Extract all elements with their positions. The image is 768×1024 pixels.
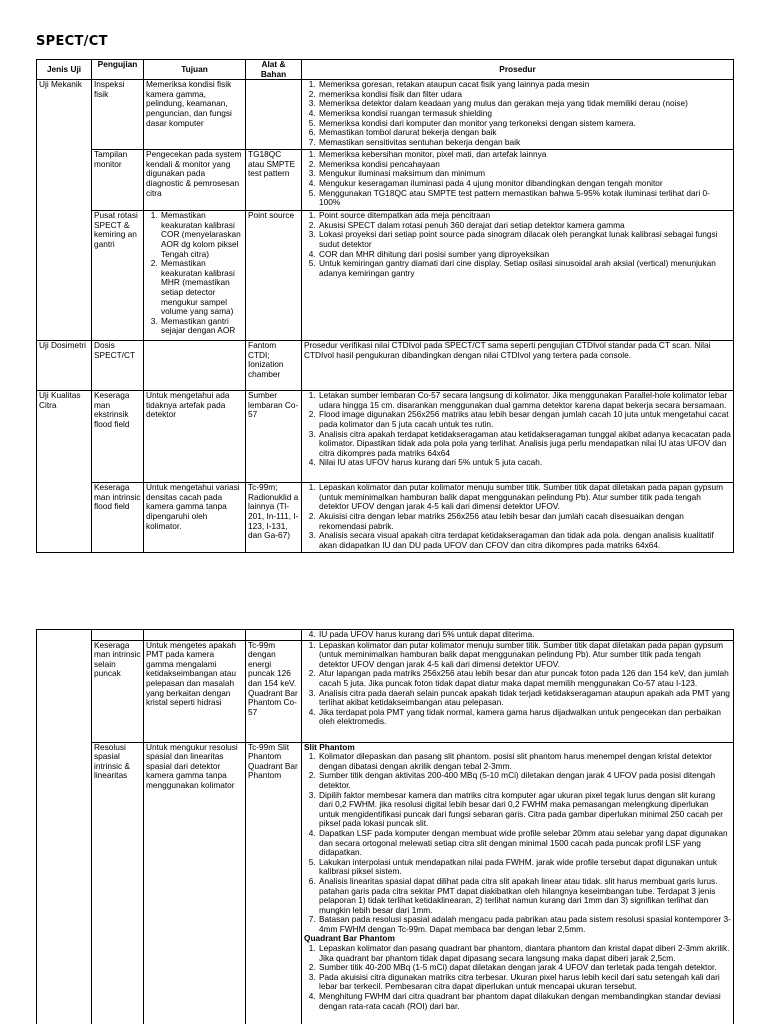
- list-item: 5. Untuk kemiringan gantry diamati dari cine display. Setiap osilasi sinusoidal arah aksial (vertical) menunjukan adanya kemiringan gantry: [318, 259, 731, 278]
- list-item: 2. memeriksa kondisi fisik dan filter udara: [318, 90, 731, 100]
- cell-tujuan: Memeriksa kondisi fisik kamera gamma, pelindung, keamanan, penguncian, dan fungsi dasar komputer: [144, 80, 246, 150]
- cell-pengujian: Keseraga man intrinsic flood field: [92, 483, 144, 553]
- header-pengujian: Pengujian: [92, 60, 144, 80]
- table-row: [37, 211, 734, 341]
- cell-alat: Tc-99m Slit Phantom Quadrant Bar Phantom: [246, 742, 302, 1024]
- list-item: 2. Akuisisi citra dengan lebar matriks 256x256 atau lebih besar dan jumlah cacah disesuaikan dengan rekomendasi pabrik.: [318, 512, 731, 531]
- cell-pengujian: Inspeksi fisik: [92, 80, 144, 150]
- cell-pengujian: Pusat rotasi SPECT & kemiring an gantri: [92, 211, 144, 341]
- cell-prosedur: [302, 742, 734, 1024]
- table-row: [37, 483, 734, 553]
- prosedur-list: [304, 630, 731, 640]
- list-item: 5. Memeriksa kondisi dari komputer dan monitor yang terkoneksi dengan sistem kamera.: [318, 119, 731, 129]
- cell-alat: Sumber lembaran Co-57: [246, 391, 302, 483]
- cell-alat: [246, 80, 302, 150]
- list-item: 4. Jika terdapat pola PMT yang tidak normal, kamera gama harus dijadwalkan untuk pengecekan dan perbaikan oleh elektromedis.: [318, 708, 731, 727]
- cell-prosedur: [302, 150, 734, 211]
- cell-prosedur: [302, 640, 734, 742]
- list-item: 3. Analisis citra apakah terdapat ketidakseragaman atau ketidakseragaman tunggal akibat adanya kecacatan pada kolimator. Dipastikan tidak ada pola pola yang terlihat. Analisis juga perlu mendapatkan nilai IU atas UFOV dan citra dikompres pada matriks 64x64: [318, 430, 731, 459]
- list-item: 1. Lepaskan kolimator dan pasang quadrant bar phantom, diantara phantom dan kristal dapat diberi 2-3mm akrilik. Jika quadrant bar phantom tidak dapat dipasang secara langsung maka dapat diberi jarak 2,5cm.: [318, 944, 731, 963]
- list-item: 6. Analisis linearitas spasial dapat dilihat pada citra slit apakah linear atau tidak. slit harus membuat garis lurus. patahan garis pada citra sekitar PMT dapat diakibatkan oleh hilangnya keseimbangan tube. Terdapat 3 jenis pelaporan 1) tidak terlihat ketidaklinearan, 2) terlihat namun kurang dari 1mm dan 3) signifikan terlihat dan mungkin lebih besar dari 1mm.: [318, 877, 731, 915]
- list-item: 5. Lakukan interpolasi untuk mendapatkan nilai pada FWHM. jarak wide profile tersebut dapat digunakan untuk kalibrasi piksel sistem.: [318, 858, 731, 877]
- list-item: 4. Menghitung FWHM dari citra quadrant bar phantom dapat dilakukan dengan membandingkan standar deviasi dengan rata-rata cacah (ROI) dari bar.: [318, 992, 731, 1011]
- list-item: 7. Memastikan sensitivitas sentuhan bekerja dengan baik: [318, 138, 731, 148]
- list-item: 3. Analisis secara visual apakah citra terdapat ketidakseragaman dan tidak ada pola. dengan analisis kualitatif akan didapatkan IU dan DU pada UFOV dan CFOV dan citra dikompres pada matriks 64x64.: [318, 531, 731, 550]
- list-item: 2. Atur lapangan pada matriks 256x256 atau lebih besar dan atur puncak foton pada 126 dan 154 keV, dan jumlah cacah 5 juta. Jika puncak foton tidak dapat diatur maka dapat memilih menggunakan Co-57 atau I-123.: [318, 669, 731, 688]
- header-alat-bahan: Alat & Bahan: [246, 60, 302, 80]
- list-item: 2. Akusisi SPECT dalam rotasi penuh 360 derajat dari setiap detektor kamera gamma: [318, 221, 731, 231]
- cell-prosedur: [302, 80, 734, 150]
- cell-pengujian: Keseraga man intrinsic selain puncak: [92, 640, 144, 742]
- spect-ct-table-part-1: [36, 59, 734, 553]
- list-item: 5. Menggunakan TG18QC atau SMPTE test pattern memastikan bahwa 5-95% kotak iluminasi terlihat dari 0-100%: [318, 189, 731, 208]
- cell-prosedur: [302, 391, 734, 483]
- cell-jenis-uji: Uji Kualitas Citra: [37, 391, 92, 553]
- list-item: 1. Memeriksa goresan, retakan ataupun cacat fisik yang lainnya pada mesin: [318, 80, 731, 90]
- cell-alat: TG18QC atau SMPTE test pattern: [246, 150, 302, 211]
- table-row: [37, 640, 734, 742]
- cell-prosedur: [302, 211, 734, 341]
- cell-pengujian: [92, 630, 144, 641]
- list-item: 4. IU pada UFOV harus kurang dari 5% untuk dapat diterima.: [318, 630, 731, 640]
- list-item: 2. Sumber titik dengan aktivitas 200-400 MBq (5-10 mCi) diletakan dengan jarak 4 UFOV pada posisi ditengah detektor.: [318, 771, 731, 790]
- list-item: 2. Memastikan keakuratan kalibrasi MHR (memastikan setiap detector mengukur sampel volume yang sama): [160, 259, 243, 317]
- header-tujuan: Tujuan: [144, 60, 246, 80]
- cell-tujuan: Untuk mengetahui ada tidaknya artefak pada detektor: [144, 391, 246, 483]
- list-item: 3. Memastikan gantri sejajar dengan AOR: [160, 317, 243, 336]
- list-item: 4. COR dan MHR dihitung dari posisi sumber yang diproyeksikan: [318, 250, 731, 260]
- list-item: 6. Memastikan tombol darurat bekerja dengan baik: [318, 128, 731, 138]
- cell-alat: Tc-99m dengan energi puncak 126 dan 154 keV. Quadrant Bar Phantom Co-57: [246, 640, 302, 742]
- list-item: 1. Point source ditempatkan ada meja pencitraan: [318, 211, 731, 221]
- cell-jenis-uji: Uji Dosimetri: [37, 341, 92, 391]
- table-row: [37, 630, 734, 641]
- list-item: 1. Memastikan keakuratan kalibrasi COR (menyelaraskan AOR dg kolom piksel Tengah citra): [160, 211, 243, 259]
- slit-phantom-list: [304, 752, 731, 934]
- table-row: [37, 150, 734, 211]
- list-item: 3. Analisis citra pada daerah selain puncak apakah tidak terjadi ketidakseragaman ataupun apakah ada PMT yang terlihat akibat ketidakseimbangan atau pelepasan.: [318, 689, 731, 708]
- cell-jenis-uji: [37, 630, 92, 1024]
- cell-tujuan: Untuk mengukur resolusi spasial dan linearitas spasial dari detektor kamera gamma tanpa menggunakan kolimator: [144, 742, 246, 1024]
- list-item: 7. Batasan pada resolusi spasial adalah mengacu pada pabrikan atau pada sistem resolusi spasial kontemporer 3-4mm FWHM dengan Tc-99m. Dapat membaca bar dengan lebar 2,5mm.: [318, 915, 731, 934]
- cell-prosedur: [302, 630, 734, 641]
- table-row: [37, 391, 734, 483]
- list-item: 1. Memeriksa kebersihan monitor, pixel mati, dan artefak lainnya: [318, 150, 731, 160]
- list-item: 2. Sumber titik 40-200 MBq (1-5 mCi) dapat diletakan dengan jarak 4 UFOV dan terletak pada tengah detektor.: [318, 963, 731, 973]
- tujuan-list: [146, 211, 243, 336]
- cell-tujuan: Untuk mengetes apakah PMT pada kamera gamma mengalami ketidakseimbangan atau pelepasan dan masalah yang berkaitan dengan kristal seperti hidrasi: [144, 640, 246, 742]
- page-title: SPECT/CT: [36, 34, 108, 49]
- quadrant-bar-phantom-heading: Quadrant Bar Phantom: [304, 933, 395, 944]
- list-item: 3. Mengukur iluminasi maksimum dan minimum: [318, 169, 731, 179]
- cell-tujuan: Pengecekan pada system kendali & monitor yang digunakan pada diagnostic & pemrosesan citra: [144, 150, 246, 211]
- cell-alat: Point source: [246, 211, 302, 341]
- cell-tujuan: Untuk mengetahui variasi densitas cacah pada kamera gamma tanpa dipengaruhi oleh kolimator.: [144, 483, 246, 553]
- prosedur-list: [304, 483, 731, 550]
- prosedur-list: [304, 80, 731, 147]
- spect-ct-table-part-2: [36, 629, 734, 1024]
- list-item: 3. Lokasi proyeksi dari setiap point source pada sinogram dilacak oleh perangkat lunak kalibrasi sebagai fungsi sudut detektor: [318, 230, 731, 249]
- cell-pengujian: Resolusi spasial intrinsic & linearitas: [92, 742, 144, 1024]
- cell-alat: Fantom CTDI; Ionization chamber: [246, 341, 302, 391]
- quadrant-bar-phantom-list: [304, 944, 731, 1011]
- list-item: 3. Dipilih faktor membesar kamera dan matriks citra komputer agar ukuran pixel tegak lurus dengan slit kurang dari 0,2 FWHM. jika resolusi digital lebih besar dari 0,2 FWHM maka pemasangan melengkung diperlukan untuk mengidentifikasi puncak dari fungsi sebaran garis. Citra pada gambar diperlukan minimal 250 cacah per piksel pada lokasi puncak slit.: [318, 791, 731, 829]
- cell-tujuan: [144, 211, 246, 341]
- list-item: 4. Nilai IU atas UFOV harus kurang dari 5% untuk 5 juta cacah.: [318, 458, 731, 468]
- header-prosedur: Prosedur: [302, 60, 734, 80]
- prosedur-list: [304, 150, 731, 208]
- table-row: [37, 341, 734, 391]
- list-item: 4. Memeriksa kondisi ruangan termasuk shielding: [318, 109, 731, 119]
- list-item: 4. Dapatkan LSF pada komputer dengan membuat wide profile selebar 20mm atau selebar yang dapat digunakan dan secara ortogonal melewati setiap citra slit dengan minimal 1500 cacah pada puncak profil LSF yang didapatkan.: [318, 829, 731, 858]
- list-item: 1. Kolimator dilepaskan dan pasang slit phantom. posisi slit phantom harus menempel dengan kristal detektor dengan dibatasi dengan akrilik dengan tebal 2-3mm.: [318, 752, 731, 771]
- table-row: [37, 80, 734, 150]
- prosedur-list: [304, 391, 731, 468]
- list-item: 2. Memeriksa kondisi pencahayaan: [318, 160, 731, 170]
- cell-tujuan: [144, 341, 246, 391]
- cell-prosedur: [302, 483, 734, 553]
- list-item: 1. Letakan sumber lembaran Co-57 secara langsung di kolimator. Jika menggunakan Parallel-hole kolimator lebar udara hingga 15 cm. disarankan menggunakan dual gamma detektor karena dapat bekerja secara bersamaan.: [318, 391, 731, 410]
- cell-alat: [246, 630, 302, 641]
- cell-prosedur: Prosedur verifikasi nilai CTDIvol pada SPECT/CT sama seperti pengujian CTDIvol standar pada CT scan. Nilai CTDIvol hasil pengukuran dibandingkan dengan nilai CTDIvol yang tertera pada console.: [302, 341, 734, 391]
- cell-alat: Tc-99m; Radionuklid a lainnya (Tl-201, In-111, I-123, I-131, dan Ga-67): [246, 483, 302, 553]
- table-row: [37, 742, 734, 1024]
- cell-pengujian: Dosis SPECT/CT: [92, 341, 144, 391]
- cell-pengujian: Tampilan monitor: [92, 150, 144, 211]
- cell-jenis-uji: Uji Mekanik: [37, 80, 92, 341]
- cell-tujuan: [144, 630, 246, 641]
- list-item: 3. Memeriksa detektor dalam keadaan yang mulus dan gerakan meja yang tidak memiliki derau (noise): [318, 99, 731, 109]
- list-item: 1. Lepaskan kolimator dan putar kolimator menuju sumber titik. Sumber titik dapat diletakan pada papan gypsum (untuk meminimalkan hamburan balik dapat menggunakan pelindung Pb). Atur sumber titik pada tengah detektor UFOV dengan jarak 4-5 kali dari dimensi detektor UFOV.: [318, 483, 731, 512]
- header-jenis-uji: Jenis Uji: [37, 60, 92, 80]
- list-item: 4. Mengukur keseragaman iluminasi pada 4 ujung monitor dibandingkan dengan tengah monitor: [318, 179, 731, 189]
- table-header-row: [37, 60, 734, 80]
- cell-pengujian: Keseraga man ekstrinsik flood field: [92, 391, 144, 483]
- slit-phantom-heading: Slit Phantom: [304, 742, 355, 752]
- list-item: 1. Lepaskan kolimator dan putar kolimator menuju sumber titik. Sumber titik dapat diletakan pada papan gypsum (untuk meminimalkan hamburan balik dapat menggunakan pelindung Pb). Atur sumber titik pada tengah detektor UFOV dengan jarak 4-5 kali dari dimensi detektor UFOV.: [318, 641, 731, 670]
- list-item: 2. Flood image digunakan 256x256 matriks atau lebih besar dengan jumlah cacah 10 juta untuk mengetahui cacat pada kolimator dan 5 juta cacah untuk tes rutin.: [318, 410, 731, 429]
- prosedur-list: [304, 211, 731, 278]
- prosedur-list: [304, 641, 731, 727]
- list-item: 3. Pada akuisisi citra digunakan matriks citra terbesar. Ukuran pixel harus lebih kecil dari satu setengah kali dari lebar bar terkecil. Pembesaran citra dapat diperlukan untuk mencapai ukuran tersebut.: [318, 973, 731, 992]
